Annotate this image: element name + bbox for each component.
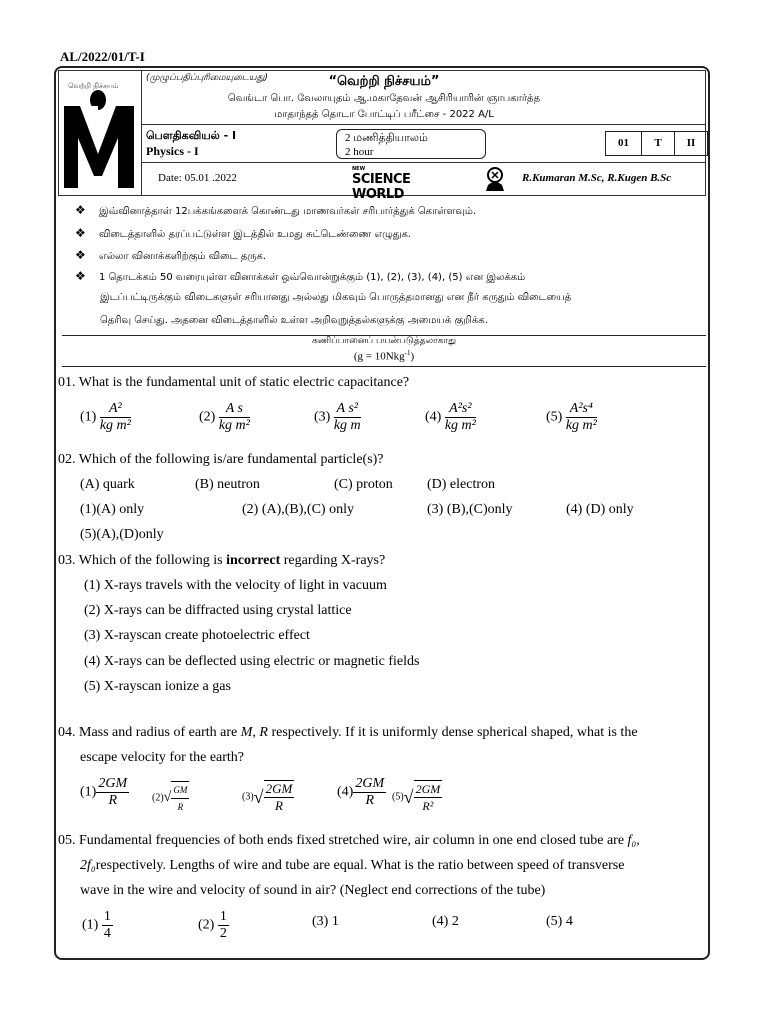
fraction-denominator: R [274,798,283,813]
particle-item: (A) quark [80,477,135,492]
question-text: wave in the wire and velocity of sound in air? (Neglect end corrections of the tube) [80,883,546,898]
fraction-denominator: R² [422,799,434,813]
sponsor-small: NEW [352,166,366,172]
option-label: (4) [337,784,354,800]
option-label: (1) [82,917,99,933]
fraction-denominator: kg m² [218,418,250,433]
answer-option [82,909,113,942]
answer-option: (3) X-rayscan create photoelectric effect [84,628,310,643]
fraction-denominator: R [365,793,374,808]
instruction-text: 1 தொடக்கம் 50 வரையுள்ள வினாக்கள் ஒவ்வொன்றுக்கும் (1), (2), (3), (4), (5) என இலக்கம் [98,272,526,283]
question-text-post: regarding X-rays? [280,553,386,568]
code-cell: II [674,132,707,155]
option-label: (4) [432,914,449,929]
question-text [58,833,708,849]
option-label: (2) [198,917,215,933]
question-emphasis: incorrect [226,553,281,568]
answer-option: (3) (B),(C)only [427,502,513,517]
bullet-icon: ❖ [75,226,86,240]
instruction-text: தெரிவு செய்து. அதனை விடைத்தாளில் உள்ள அறிவுறுத்தல்களுக்கு அமையக் குறிக்க. [100,315,488,326]
answer-option: (5)√ $\frac{2GM}{\text{R²}}$ [392,782,441,813]
option-label: (5) [546,914,563,929]
particle-item: (D) electron [427,477,496,492]
question-text-post: respectively. Lengths of wire and tube are equal. What is the ratio between speed of transverse [95,858,625,873]
duration-box [336,129,486,159]
gravity-text: (g = 10Nkg [353,350,405,363]
fraction-numerator: A²s⁴ [566,401,597,418]
memorial-line: வெங்டா பொ. வேலாயுதம் ஆ.மகாதேவன் ஆசிரியாரின் ஞாபகார்த்த [227,93,541,104]
answer-option: (1) X-rays travels with the velocity of light in vacuum [84,578,387,593]
fraction-numerator: 2GM [98,776,128,791]
option-value: 2 [451,914,459,929]
fraction-numerator: A s [219,401,250,418]
option-label: (3) [242,791,254,803]
gravity-value [0,349,768,363]
answer-option [80,776,129,809]
option-value: 1 [331,914,339,929]
paper-codes [605,131,708,156]
instruction-text: எல்லா வினாக்களிற்கும் விடை தருக. [98,251,267,262]
option-label: (5) [546,409,563,425]
emblem-icon [480,163,510,193]
fraction-numerator: A² [100,401,131,418]
code-cell: 01 [618,137,629,149]
divider [62,366,706,367]
particle-item: (B) neutron [195,477,260,492]
gravity-close: ) [410,350,415,363]
header-rule [141,124,706,125]
question-text [58,725,638,741]
answer-option [314,401,361,434]
copyright-note: (முழுப்பதிப்புரிமையுடையது) [146,73,268,83]
answer-option [80,401,131,434]
question-text-pre: 05. Fundamental frequencies of both ends fixed stretched wire, air column in one end closed tube are [58,833,628,848]
svg-text:வெற்றி நிச்சயம்: வெற்றி நிச்சயம் [68,82,119,90]
calculator-note: கணிப்பானைப் பயன்படுத்தலாகாது [311,336,457,346]
question-text [80,858,706,874]
question-text-post: respectively. If it is uniformly dense spherical shaped, what is the [267,725,638,740]
answer-option [425,401,476,434]
option-label: (2) [199,409,216,425]
duration-tamil: 2 மணித்தியாலம் [345,132,428,144]
instruction-text: இடப்பட்டிருக்கும் விடைகளுள் சரியானது அல்லது மிகவும் பொருத்தமானது என நீர் கருதும் விடையைத் [100,292,572,303]
answer-option [198,909,229,942]
instruction-item [75,203,476,218]
answer-option: (4) X-rays can be deflected using electric or magnetic fields [84,654,420,669]
question-text: 02. Which of the following is/are fundamental particle(s)? [58,452,384,467]
instruction-item [75,226,411,241]
question-text-pre: 04. Mass and radius of earth are [58,725,241,740]
option-label: (2) [152,792,164,804]
instruction-text: இவ்வினாத்தாள் 12பக்கங்களைக் கொண்டது மாணவர்கள் சரிபார்த்துக் கொள்ளவும். [98,206,477,217]
answer-option: (5) X-rayscan ionize a gas [84,679,231,694]
bullet-icon: ❖ [75,269,86,283]
fraction-denominator: kg m [333,418,361,433]
question-text: 01. What is the fundamental unit of static electric capacitance? [58,375,410,390]
question-variable: f₀, [627,833,640,848]
fraction-denominator: R [177,802,184,812]
question-text: escape velocity for the earth? [80,750,245,765]
fraction-denominator: kg m² [565,418,597,433]
fraction-denominator: kg m² [444,418,476,433]
question-text-pre: 03. Which of the following is [58,553,227,568]
option-label: (3) [314,409,331,425]
answer-option [546,914,573,930]
fraction-numerator: 2GM [265,781,293,796]
fraction-numerator: 1 [103,909,111,924]
answer-option: (2) X-rays can be diffracted using crystal lattice [84,603,352,618]
instruction-item [75,269,715,284]
gravity-exponent: -1 [404,349,411,357]
particle-item: (C) proton [334,477,393,492]
answer-option: (5)(A),(D)only [80,527,164,542]
answer-option: (2) (A),(B),(C) only [242,502,354,517]
option-label: (4) [425,409,442,425]
answer-option [432,914,459,930]
motto: “வெற்றி நிச்சயம்” [328,74,440,89]
fraction-numerator: A²s² [445,401,476,418]
fraction-denominator: kg m² [99,418,131,433]
answer-option [199,401,250,434]
answer-option [312,914,339,930]
answer-option: (2)√ $\frac{GM}{R}$ [152,781,189,815]
sponsor-logo [352,166,447,202]
answer-option: (3)√ $\frac{2GM}{R}$ [242,781,293,813]
question-variables: M, R [240,725,268,740]
option-label: (1) [80,784,97,800]
fraction-numerator: 1 [219,909,227,924]
fraction-numerator: 2GM [415,782,441,796]
option-label: (1) [80,409,97,425]
option-label: (5) [392,791,404,803]
exam-title: மாதாந்தத் தொடா போட்டிப் பரீட்சை - 2022 A/L [274,109,494,120]
fraction-denominator: R [108,793,117,808]
header-rule [141,162,706,163]
code-cell: T [641,132,674,155]
instruction-text: விடைத்தாளில் தரப்பட்டுள்ள இடத்தில் உமது சுட்டெண்ணை எழுதுக. [98,229,412,240]
duration-english: 2 hour [345,146,374,158]
instruction-item [75,248,266,263]
answer-option [546,401,597,434]
answer-option [337,776,386,809]
bullet-icon: ❖ [75,248,86,262]
bullet-icon: ❖ [75,203,86,217]
subject-tamil: பௌதிகவியல் - I [146,129,237,142]
authors: R.Kumaran M.Sc, R.Kugen B.Sc [522,172,672,184]
sponsor-name: SCIENCE WORLD [352,172,411,202]
fraction-denominator: 4 [103,926,111,941]
question-text [58,553,385,569]
answer-option: (4) (D) only [566,502,634,517]
fraction-denominator: 2 [219,926,227,941]
fraction-numerator: 2GM [355,776,385,791]
exam-date: Date: 05.01 .2022 [158,172,237,184]
fraction-numerator: GM [171,782,189,799]
paper-code: AL/2022/01/T-I [60,49,145,64]
option-value: 4 [565,914,573,929]
subject-english: Physics - I [146,144,199,158]
answer-option: (1)(A) only [80,502,145,517]
option-label: (3) [312,914,329,929]
fraction-numerator: A s² [334,401,361,418]
question-variable: 2f₀ [80,858,96,873]
